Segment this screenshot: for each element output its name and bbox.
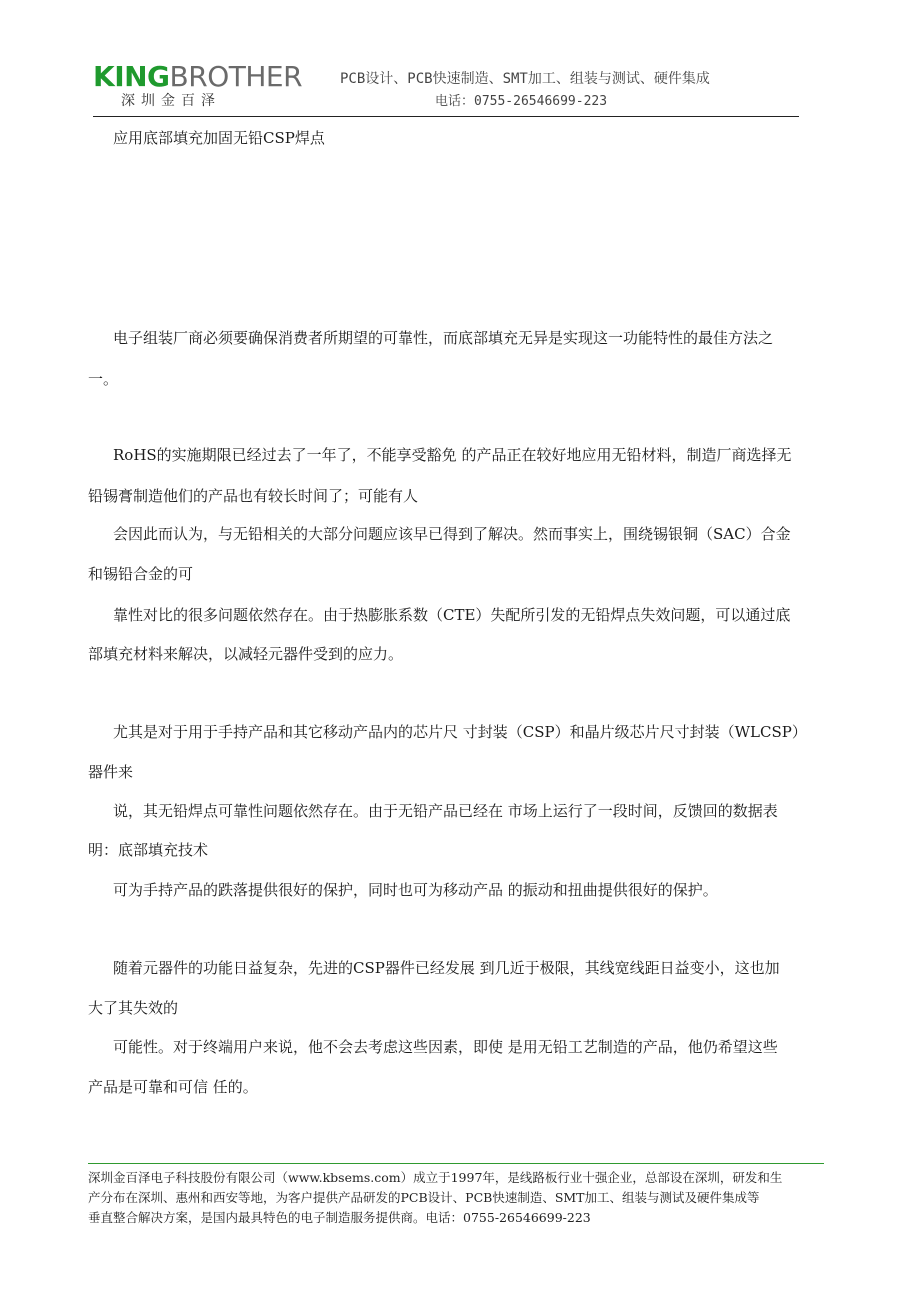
- paragraph-line: 和锡铅合金的可: [88, 565, 194, 583]
- paragraph-line: 说，其无铅焊点可靠性问题依然存在。由于无铅产品已经在 市场上运行了一段时间，反馈回的数据表: [113, 802, 778, 820]
- footer-line: 产分布在深圳、惠州和西安等地，为客户提供产品研发的PCB设计、PCB快速制造、SMT加工、组装与测试及硬件集成等: [88, 1190, 760, 1205]
- paragraph-line: 靠性对比的很多问题依然存在。由于热膨胀系数（CTE）失配所引发的无铅焊点失效问题，可以通过底: [113, 606, 791, 624]
- paragraph-line: 产品是可靠和可信 任的。: [88, 1078, 258, 1096]
- paragraph-line: 可能性。对于终端用户来说，他不会去考虑这些因素，即使 是用无铅工艺制造的产品，他仍希望这些: [113, 1038, 778, 1056]
- kingbrother-logo: [93, 62, 302, 109]
- paragraph-line: 电子组装厂商必须要确保消费者所期望的可靠性，而底部填充无异是实现这一功能特性的最佳方法之: [113, 329, 774, 347]
- paragraph-line: 尤其是对于用于手持产品和其它移动产品内的芯片尺 寸封装（CSP）和晶片级芯片尺寸封装（WLCSP）: [113, 723, 807, 741]
- footer-line: 深圳金百泽电子科技股份有限公司（www.kbsems.com）成立于1997年，是线路板行业十强企业，总部设在深圳，研发和生: [88, 1170, 783, 1185]
- footer-divider: [88, 1163, 824, 1164]
- logo-king: KING: [93, 60, 170, 93]
- logo-brother: BROTHER: [169, 60, 303, 93]
- footer-line: 垂直整合解决方案，是国内最具特色的电子制造服务提供商。电话：0755-26546699-223: [88, 1210, 591, 1225]
- header-tagline: PCB设计、PCB快速制造、SMT加工、组装与测试、硬件集成: [340, 71, 710, 87]
- paragraph-line: 会因此而认为，与无铅相关的大部分问题应该早已得到了解决。然而事实上，围绕锡银铜（SAC）合金: [113, 525, 791, 543]
- header-divider: [93, 116, 799, 117]
- paragraph-line: 随着元器件的功能日益复杂，先进的CSP器件已经发展 到几近于极限，其线宽线距日益变小，这也加: [113, 959, 780, 977]
- header-phone: 电话：0755-26546699-223: [435, 94, 608, 109]
- document-title: 应用底部填充加固无铅CSP焊点: [113, 129, 325, 147]
- paragraph-line: 大了其失效的: [88, 999, 179, 1017]
- paragraph-line: 器件来: [88, 763, 134, 781]
- page-header: [0, 0, 920, 120]
- paragraph-line: 可为手持产品的跌落提供很好的保护，同时也可为移动产品 的振动和扭曲提供很好的保护。: [113, 881, 718, 899]
- logo-wordmark: [93, 62, 302, 92]
- paragraph-line: 铅锡膏制造他们的产品也有较长时间了；可能有人: [88, 487, 419, 505]
- paragraph-line: 一。: [88, 370, 119, 388]
- logo-chinese-name: 深圳金百泽: [121, 93, 221, 109]
- paragraph-line: 部填充材料来解决，以减轻元器件受到的应力。: [88, 645, 404, 663]
- paragraph-line: RoHS的实施期限已经过去了一年了，不能享受豁免 的产品正在较好地应用无铅材料，制造厂商选择无: [113, 446, 792, 464]
- paragraph-line: 明：底部填充技术: [88, 841, 209, 859]
